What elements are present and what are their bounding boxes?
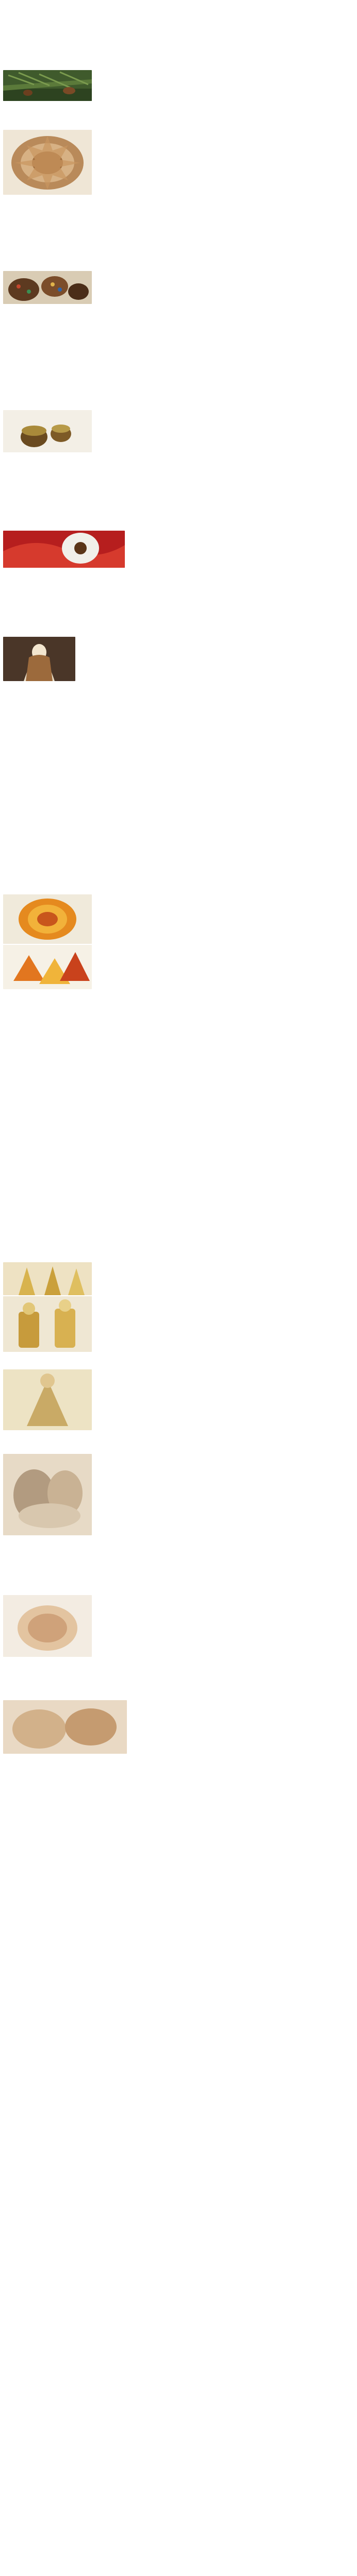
paragraph-pine — [3, 102, 354, 129]
photo-stones-sand — [3, 1454, 92, 1535]
paragraph-sand — [3, 1536, 354, 1594]
paragraph-acorn-cups — [3, 453, 354, 500]
paragraph-feathers — [3, 1096, 354, 1132]
paragraph-leaves — [3, 827, 354, 859]
paragraph-shells — [3, 1658, 354, 1699]
paragraph-stones — [3, 1431, 354, 1453]
paragraph-straw-processing — [3, 1184, 354, 1231]
paragraph-bark — [3, 501, 354, 530]
photo-corn-husk-doll — [3, 1369, 92, 1430]
paragraph-chestnuts — [3, 383, 354, 409]
paragraph-cornhusks — [3, 1353, 354, 1368]
photo-autumn-leaves — [3, 945, 92, 989]
photo-shells — [3, 1595, 92, 1657]
photo-leaf-rose — [3, 894, 92, 944]
paragraph-seeds-plants — [3, 990, 354, 1028]
photo-seed-beads — [3, 271, 92, 304]
paragraph-branches — [3, 721, 354, 747]
paragraph-nuts — [3, 196, 354, 270]
photo-seashells-closeup — [3, 1700, 127, 1754]
paragraph-decorative-hairs — [3, 1063, 354, 1095]
paragraph-straw-crafts — [3, 1232, 354, 1261]
paragraph-moss — [3, 807, 354, 826]
paragraph-root-crafts — [3, 790, 354, 806]
photo-straw-dolls — [3, 1262, 92, 1295]
photo-pine-branches — [3, 70, 92, 101]
photo-acorn-cups — [3, 410, 92, 452]
paragraph-birch-bark-crafts — [3, 682, 354, 720]
paragraph-cones — [3, 3, 354, 69]
paragraph-husks-rinds — [3, 1029, 354, 1062]
photo-straw-figures — [3, 1296, 92, 1352]
photo-walnut-shells — [3, 130, 92, 195]
paragraph-shell-processing — [3, 1755, 354, 1781]
paragraph-acorns — [3, 351, 354, 382]
photo-bark-doll — [3, 637, 75, 681]
paragraph-leaves-preserving — [3, 860, 354, 893]
paragraph-straw — [3, 1133, 354, 1183]
paragraph-final — [3, 1845, 354, 1876]
photo-red-fabric-chestnut — [3, 531, 125, 568]
paragraph-seeds — [3, 305, 354, 350]
paragraph-roots — [3, 748, 354, 789]
paragraph-birch-bark — [3, 569, 354, 636]
paragraph-fluff — [3, 1814, 354, 1844]
paragraph-shell-crafts — [3, 1782, 354, 1812]
